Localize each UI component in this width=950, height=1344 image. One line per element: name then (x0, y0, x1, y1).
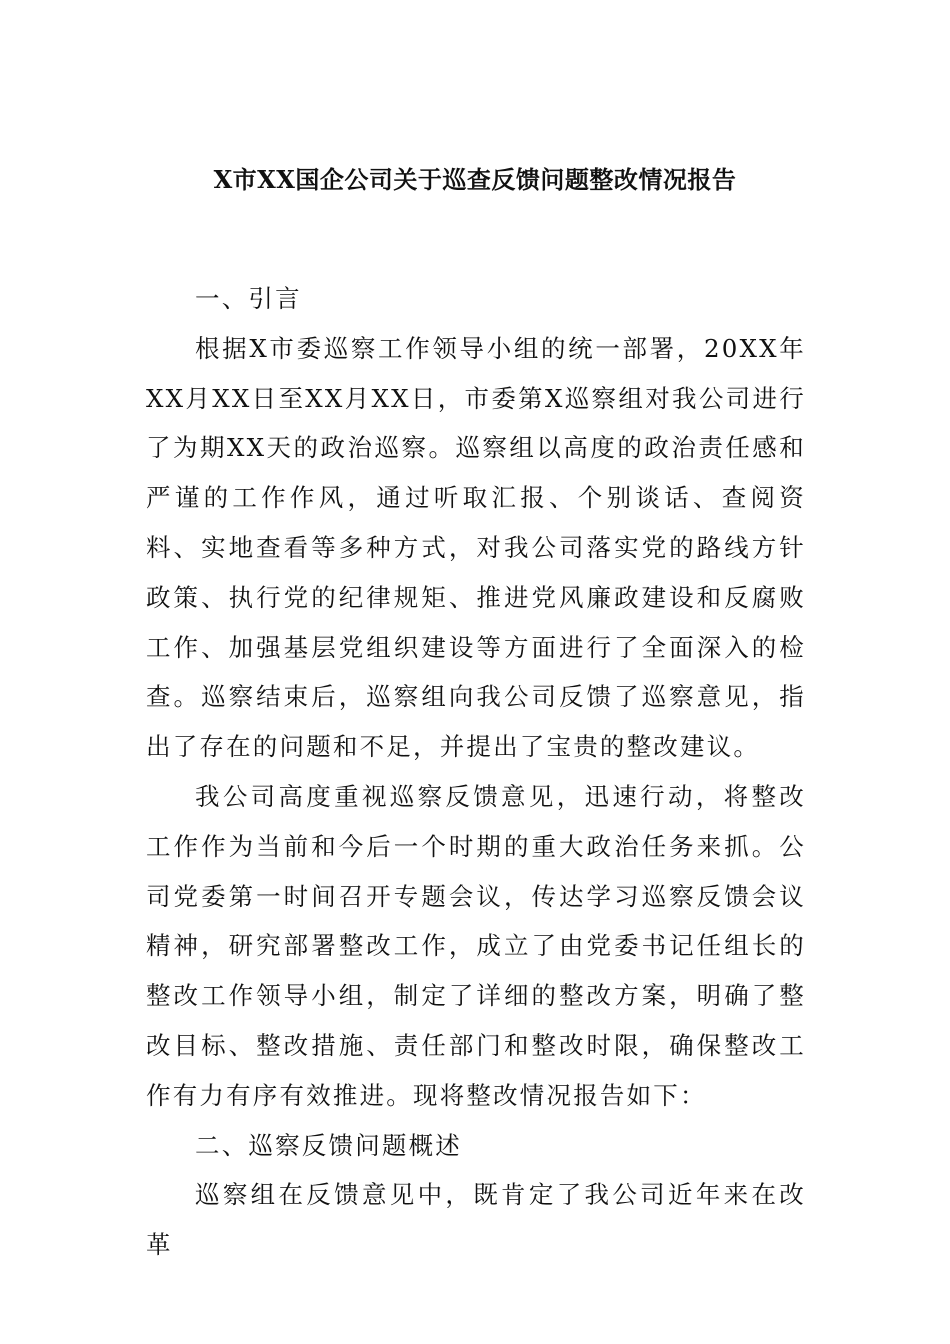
document-title: X市XX国企公司关于巡查反馈问题整改情况报告 (213, 165, 737, 194)
document-body (146, 274, 806, 1270)
section-heading-issues-overview: 二、巡察反馈问题概述 (195, 1130, 462, 1160)
section-heading-introduction: 一、引言 (195, 284, 302, 313)
paragraph-issues-start: 巡察组在反馈意见中，既肯定了我公司近年来在改革 (146, 1180, 806, 1260)
paragraph-rectification-overview: 我公司高度重视巡察反馈意见，迅速行动，将整改工作作为当前和今后一个时期的重大政治任务来抓。公司党委第一时间召开专题会议，传达学习巡察反馈会议精神，研究部署整改工作，成立了由党委书记任组长的整改工作领导小组，制定了详细的整改方案，明确了整改目标、整改措施、责任部门和整改时限，确保整改工作有力有序有效推进。现将整改情况报告如下： (146, 781, 806, 1110)
paragraph-background: 根据X市委巡察工作领导小组的统一部署，20XX年XX月XX日至XX月XX日，市委第X巡察组对我公司进行了为期XX天的政治巡察。巡察组以高度的政治责任感和严谨的工作作风，通过听取汇报、个别谈话、查阅资料、实地查看等多种方式，对我公司落实党的路线方针政策、执行党的纪律规矩、推进党风廉政建设和反腐败工作、加强基层党组织建设等方面进行了全面深入的检查。巡察结束后，巡察组向我公司反馈了巡察意见，指出了存在的问题和不足，并提出了宝贵的整改建议。 (146, 333, 806, 762)
